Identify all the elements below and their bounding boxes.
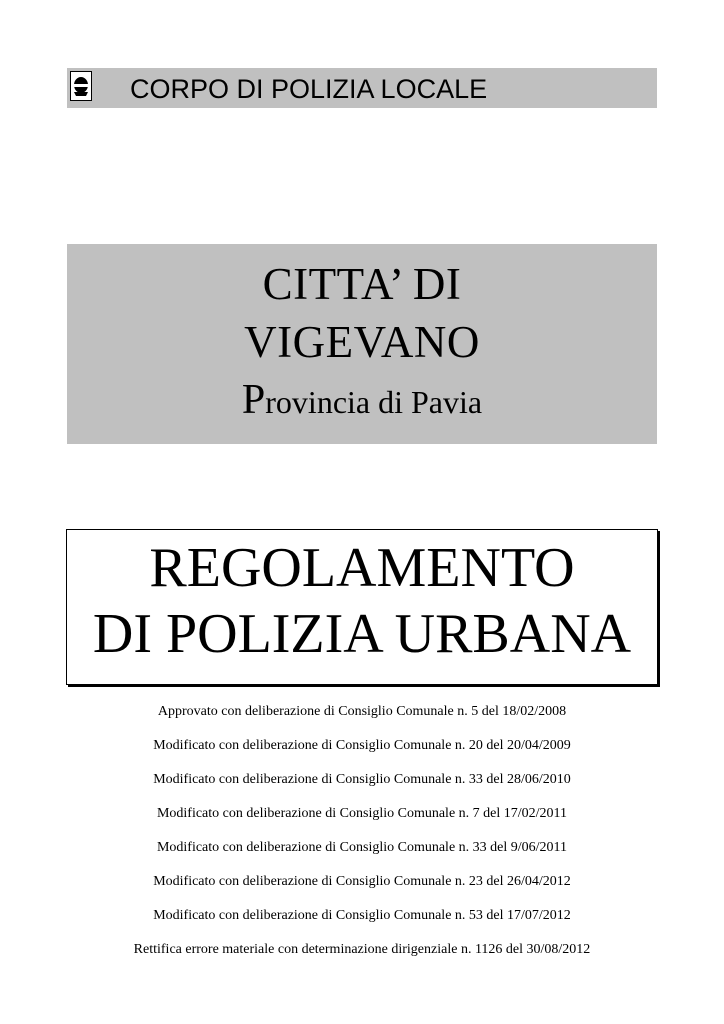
city-title-line2: VIGEVANO: [244, 317, 480, 367]
approval-entry: Modificato con deliberazione di Consiglio Comunale n. 33 del 28/06/2010: [153, 772, 571, 787]
province-subtitle: [67, 378, 657, 424]
province-initial: P: [241, 377, 266, 423]
province-rest: rovincia di Pavia: [265, 384, 483, 420]
approval-entry: Modificato con deliberazione di Consiglio Comunale n. 20 del 20/04/2009: [153, 738, 571, 753]
approval-entry: Approvato con deliberazione di Consiglio Comunale n. 5 del 18/02/2008: [157, 704, 567, 719]
approval-entry: Modificato con deliberazione di Consiglio Comunale n. 23 del 26/04/2012: [153, 874, 571, 889]
regulation-title-line2: DI POLIZIA URBANA: [92, 603, 632, 665]
city-title-line1: CITTA’ DI: [262, 259, 462, 309]
header-bar: [67, 68, 657, 108]
approval-history-list: [0, 702, 724, 974]
city-box: [67, 244, 657, 444]
header-title: CORPO DI POLIZIA LOCALE: [130, 74, 488, 104]
approval-entry: Modificato con deliberazione di Consiglio Comunale n. 7 del 17/02/2011: [156, 806, 568, 821]
police-emblem-icon: [70, 71, 92, 101]
regulation-title-line1: REGOLAMENTO: [149, 537, 575, 599]
approval-entry: Modificato con deliberazione di Consiglio Comunale n. 33 del 9/06/2011: [156, 840, 568, 855]
regulation-title-box: [66, 529, 658, 685]
approval-entry: Rettifica errore materiale con determinazione dirigenziale n. 1126 del 30/08/2012: [133, 942, 591, 957]
approval-entry: Modificato con deliberazione di Consiglio Comunale n. 53 del 17/07/2012: [153, 908, 571, 923]
